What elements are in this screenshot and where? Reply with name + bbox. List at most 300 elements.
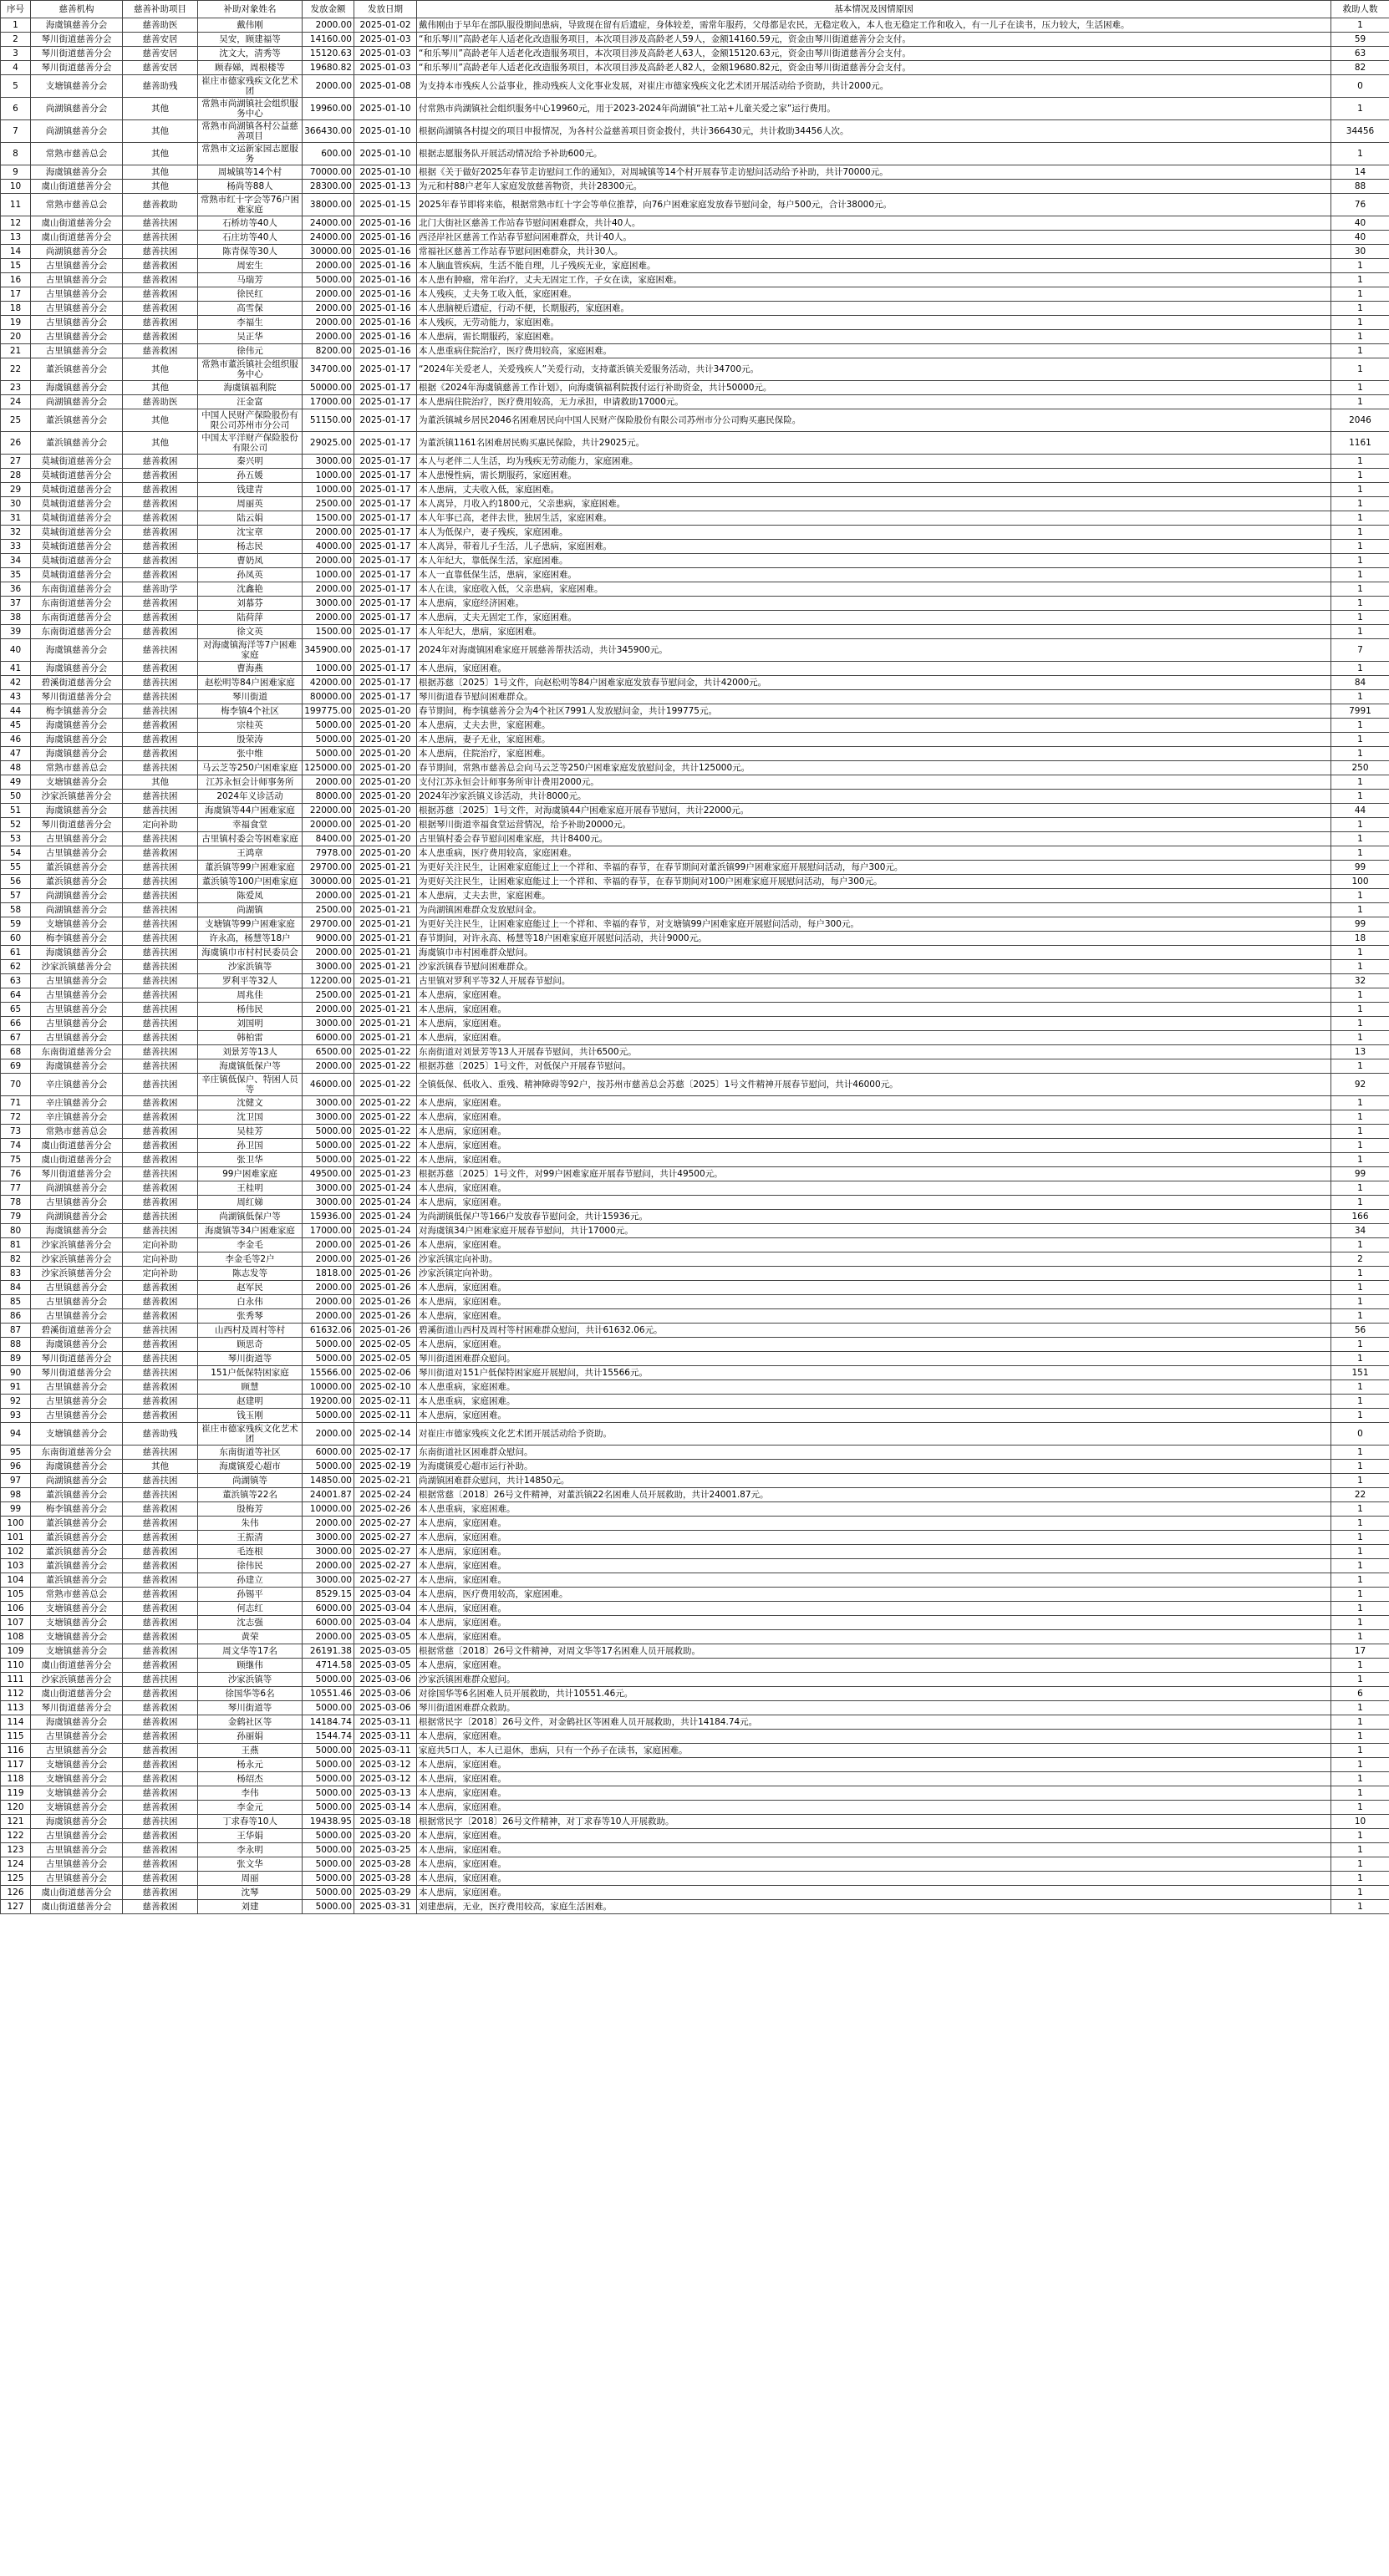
cell-recipient: 宗桂英 <box>198 719 303 733</box>
cell-index: 61 <box>1 946 31 960</box>
cell-index: 35 <box>1 568 31 582</box>
table-row <box>1 597 1389 611</box>
cell-amount: 5000.00 <box>303 1758 354 1772</box>
cell-amount: 26191.38 <box>303 1644 354 1659</box>
cell-amount: 15566.00 <box>303 1366 354 1380</box>
cell-amount: 2000.00 <box>303 75 354 98</box>
cell-date: 2025-03-13 <box>354 1786 417 1801</box>
cell-project: 其他 <box>123 775 198 790</box>
cell-org: 琴川街道慈善分会 <box>31 61 123 75</box>
cell-index: 47 <box>1 747 31 761</box>
cell-recipient: 王华娟 <box>198 1829 303 1843</box>
cell-count: 1 <box>1331 625 1389 639</box>
cell-amount: 5000.00 <box>303 1352 354 1366</box>
cell-amount: 9000.00 <box>303 932 354 946</box>
table-row <box>1 1446 1389 1460</box>
cell-reason: 根据《关于做好2025年春节走访慰问工作的通知》，对周城镇等14个村开展春节走访慰问活动给予补助，共计70000元。 <box>417 165 1331 180</box>
cell-date: 2025-01-22 <box>354 1059 417 1074</box>
cell-count: 1 <box>1331 497 1389 511</box>
cell-index: 22 <box>1 358 31 381</box>
cell-org: 支塘镇慈善分会 <box>31 1630 123 1644</box>
table-row <box>1 875 1389 889</box>
table-row <box>1 381 1389 395</box>
cell-amount: 2500.00 <box>303 497 354 511</box>
cell-amount: 30000.00 <box>303 875 354 889</box>
cell-count: 1 <box>1331 1352 1389 1366</box>
cell-index: 15 <box>1 259 31 273</box>
cell-count: 1 <box>1331 733 1389 747</box>
table-row <box>1 18 1389 33</box>
cell-reason: 为董浜镇1161名困难居民购买惠民保险，共计29025元。 <box>417 432 1331 455</box>
cell-amount: 5000.00 <box>303 1139 354 1153</box>
cell-amount: 1500.00 <box>303 625 354 639</box>
cell-reason: 西泾岸社区慈善工作站春节慰问困难群众，共计40人。 <box>417 231 1331 245</box>
cell-org: 沙家浜镇慈善分会 <box>31 1238 123 1252</box>
cell-date: 2025-01-21 <box>354 974 417 988</box>
cell-org: 海虞镇慈善分会 <box>31 733 123 747</box>
cell-recipient: 董浜镇等22名 <box>198 1488 303 1502</box>
cell-project: 慈善救困 <box>123 1715 198 1730</box>
table-row <box>1 1659 1389 1673</box>
cell-recipient: 顾思奇 <box>198 1338 303 1352</box>
cell-date: 2025-01-17 <box>354 597 417 611</box>
table-row <box>1 1701 1389 1715</box>
cell-reason: 常福社区慈善工作站春节慰问困难群众，共计30人。 <box>417 245 1331 259</box>
cell-count: 1 <box>1331 690 1389 704</box>
cell-index: 77 <box>1 1181 31 1196</box>
cell-project: 慈善扶困 <box>123 1488 198 1502</box>
cell-reason: 琴川街道困难群众慰问。 <box>417 1352 1331 1366</box>
cell-amount: 15120.63 <box>303 47 354 61</box>
cell-index: 65 <box>1 1003 31 1017</box>
cell-recipient: 吴桂芳 <box>198 1125 303 1139</box>
cell-recipient: 周丽 <box>198 1872 303 1886</box>
cell-count: 1 <box>1331 1531 1389 1545</box>
cell-org: 古里镇慈善分会 <box>31 1295 123 1309</box>
cell-project: 慈善救困 <box>123 1602 198 1616</box>
cell-org: 琴川街道慈善分会 <box>31 33 123 47</box>
cell-recipient: 海虞镇福利院 <box>198 381 303 395</box>
cell-org: 尚湖镇慈善分会 <box>31 1210 123 1224</box>
table-row <box>1 409 1389 432</box>
cell-recipient: 尚湖镇 <box>198 903 303 917</box>
cell-date: 2025-01-17 <box>354 582 417 597</box>
table-row <box>1 1545 1389 1559</box>
cell-reason: 本人与老伴二人生活，均为残疾无劳动能力，家庭困难。 <box>417 455 1331 469</box>
cell-reason: 本人患病，丈夫无固定工作，家庭困难。 <box>417 611 1331 625</box>
cell-amount: 3000.00 <box>303 1110 354 1125</box>
cell-amount: 42000.00 <box>303 676 354 690</box>
cell-date: 2025-01-17 <box>354 483 417 497</box>
cell-count: 1 <box>1331 719 1389 733</box>
cell-project: 慈善扶困 <box>123 1074 198 1096</box>
table-row <box>1 1559 1389 1573</box>
table-row <box>1 1630 1389 1644</box>
cell-amount: 1000.00 <box>303 483 354 497</box>
cell-amount: 29700.00 <box>303 917 354 932</box>
header-cell-project: 慈善补助项目 <box>123 1 198 18</box>
cell-date: 2025-01-17 <box>354 469 417 483</box>
cell-project: 慈善救困 <box>123 662 198 676</box>
cell-org: 海虞镇慈善分会 <box>31 381 123 395</box>
cell-org: 海虞镇慈善分会 <box>31 1224 123 1238</box>
cell-recipient: 石桥坊等40人 <box>198 216 303 231</box>
cell-date: 2025-03-31 <box>354 1900 417 1914</box>
cell-date: 2025-01-16 <box>354 330 417 344</box>
cell-amount: 5000.00 <box>303 1744 354 1758</box>
cell-org: 古里镇慈善分会 <box>31 1409 123 1423</box>
cell-org: 虞山街道慈善分会 <box>31 180 123 194</box>
cell-org: 古里镇慈善分会 <box>31 1017 123 1031</box>
cell-org: 莫城街道慈善分会 <box>31 469 123 483</box>
cell-date: 2025-03-28 <box>354 1857 417 1872</box>
table-row <box>1 1409 1389 1423</box>
cell-recipient: 董浜镇等99户困难家庭 <box>198 861 303 875</box>
cell-reason: 本人患病，家庭困难。 <box>417 1281 1331 1295</box>
cell-index: 2 <box>1 33 31 47</box>
cell-count: 1 <box>1331 1196 1389 1210</box>
cell-recipient: 陈志发等 <box>198 1267 303 1281</box>
cell-org: 支塘镇慈善分会 <box>31 1423 123 1446</box>
cell-project: 慈善扶困 <box>123 1003 198 1017</box>
cell-index: 117 <box>1 1758 31 1772</box>
cell-amount: 6000.00 <box>303 1616 354 1630</box>
cell-index: 82 <box>1 1252 31 1267</box>
cell-date: 2025-01-03 <box>354 61 417 75</box>
cell-org: 董浜镇慈善分会 <box>31 1559 123 1573</box>
cell-count: 1 <box>1331 1659 1389 1673</box>
cell-reason: 本人患病，家庭困难。 <box>417 1338 1331 1352</box>
cell-count: 1 <box>1331 511 1389 526</box>
cell-index: 121 <box>1 1815 31 1829</box>
cell-count: 7 <box>1331 639 1389 662</box>
cell-count: 1 <box>1331 568 1389 582</box>
cell-date: 2025-01-02 <box>354 18 417 33</box>
cell-amount: 15936.00 <box>303 1210 354 1224</box>
cell-reason: 根据琴川街道幸福食堂运营情况，给予补助20000元。 <box>417 818 1331 832</box>
cell-amount: 19438.95 <box>303 1815 354 1829</box>
cell-recipient: 周兆佳 <box>198 988 303 1003</box>
cell-amount: 4714.58 <box>303 1659 354 1673</box>
cell-count: 1 <box>1331 1701 1389 1715</box>
cell-index: 52 <box>1 818 31 832</box>
table-row <box>1 302 1389 316</box>
table-row <box>1 568 1389 582</box>
cell-count: 1 <box>1331 1110 1389 1125</box>
table-row <box>1 1772 1389 1786</box>
cell-date: 2025-01-03 <box>354 47 417 61</box>
cell-count: 0 <box>1331 1423 1389 1446</box>
cell-amount: 51150.00 <box>303 409 354 432</box>
cell-count: 92 <box>1331 1074 1389 1096</box>
cell-reason: 本人患病，家庭困难。 <box>417 1573 1331 1588</box>
table-row <box>1 540 1389 554</box>
cell-date: 2025-02-11 <box>354 1395 417 1409</box>
cell-project: 慈善救困 <box>123 1281 198 1295</box>
cell-index: 13 <box>1 231 31 245</box>
cell-date: 2025-01-10 <box>354 165 417 180</box>
table-row <box>1 1309 1389 1324</box>
table-row <box>1 719 1389 733</box>
cell-project: 慈善救困 <box>123 330 198 344</box>
cell-count: 1 <box>1331 98 1389 120</box>
cell-date: 2025-01-21 <box>354 960 417 974</box>
cell-project: 其他 <box>123 143 198 165</box>
table-row <box>1 903 1389 917</box>
cell-recipient: 秦兴明 <box>198 455 303 469</box>
table-row <box>1 483 1389 497</box>
table-row <box>1 1502 1389 1517</box>
cell-project: 慈善扶困 <box>123 861 198 875</box>
cell-count: 1 <box>1331 302 1389 316</box>
cell-date: 2025-03-25 <box>354 1843 417 1857</box>
cell-org: 古里镇慈善分会 <box>31 1003 123 1017</box>
cell-org: 莫城街道慈善分会 <box>31 511 123 526</box>
cell-reason: 海虞镇巾市村困难群众慰问。 <box>417 946 1331 960</box>
cell-recipient: 钱玉刚 <box>198 1409 303 1423</box>
cell-index: 89 <box>1 1352 31 1366</box>
cell-date: 2025-01-17 <box>354 568 417 582</box>
cell-index: 110 <box>1 1659 31 1673</box>
cell-recipient: 董浜镇等100户困难家庭 <box>198 875 303 889</box>
cell-count: 1 <box>1331 1744 1389 1758</box>
cell-date: 2025-01-21 <box>354 932 417 946</box>
cell-count: 1 <box>1331 1886 1389 1900</box>
cell-reason: 本人患病，家庭困难。 <box>417 1309 1331 1324</box>
cell-count: 1 <box>1331 259 1389 273</box>
table-row <box>1 1252 1389 1267</box>
cell-date: 2025-03-06 <box>354 1673 417 1687</box>
cell-amount: 5000.00 <box>303 733 354 747</box>
cell-index: 38 <box>1 611 31 625</box>
cell-count: 30 <box>1331 245 1389 259</box>
cell-index: 104 <box>1 1573 31 1588</box>
cell-amount: 19960.00 <box>303 98 354 120</box>
cell-index: 33 <box>1 540 31 554</box>
table-row <box>1 1488 1389 1502</box>
cell-amount: 2500.00 <box>303 988 354 1003</box>
header-cell-amount: 发放金额 <box>303 1 354 18</box>
cell-reason: 本人离异，月收入约1800元，父亲患病，家庭困难。 <box>417 497 1331 511</box>
cell-index: 36 <box>1 582 31 597</box>
cell-org: 沙家浜镇慈善分会 <box>31 1252 123 1267</box>
cell-org: 琴川街道慈善分会 <box>31 47 123 61</box>
cell-reason: 付常熟市尚湖镇社会组织服务中心19960元，用于2023-2024年尚湖镇“社工站+儿童关爱之家”运行费用。 <box>417 98 1331 120</box>
table-row <box>1 1096 1389 1110</box>
cell-date: 2025-01-16 <box>354 302 417 316</box>
cell-index: 60 <box>1 932 31 946</box>
cell-org: 尚湖镇慈善分会 <box>31 1181 123 1196</box>
cell-amount: 24000.00 <box>303 231 354 245</box>
cell-date: 2025-01-20 <box>354 747 417 761</box>
cell-date: 2025-01-22 <box>354 1125 417 1139</box>
table-row <box>1 395 1389 409</box>
cell-project: 慈善救困 <box>123 1701 198 1715</box>
cell-recipient: 杨永元 <box>198 1758 303 1772</box>
cell-reason: 2024年沙家浜镇义诊活动，共计8000元。 <box>417 790 1331 804</box>
cell-date: 2025-03-11 <box>354 1715 417 1730</box>
cell-date: 2025-01-21 <box>354 1031 417 1045</box>
table-row <box>1 1730 1389 1744</box>
cell-amount: 5000.00 <box>303 1886 354 1900</box>
cell-recipient: 东南街道等社区 <box>198 1446 303 1460</box>
cell-index: 59 <box>1 917 31 932</box>
cell-count: 1 <box>1331 1758 1389 1772</box>
cell-org: 古里镇慈善分会 <box>31 832 123 846</box>
cell-org: 海虞镇慈善分会 <box>31 1059 123 1074</box>
cell-index: 87 <box>1 1324 31 1338</box>
cell-org: 琴川街道慈善分会 <box>31 1352 123 1366</box>
cell-recipient: 钱建青 <box>198 483 303 497</box>
table-row <box>1 216 1389 231</box>
cell-project: 慈善扶困 <box>123 875 198 889</box>
cell-reason: 春节期间，常熟市慈善总会向马云芝等250户困难家庭发放慰问金，共计125000元。 <box>417 761 1331 775</box>
cell-project: 定向补助 <box>123 818 198 832</box>
cell-recipient: 中国人民财产保险股份有限公司苏州市分公司 <box>198 409 303 432</box>
cell-recipient: 李伟 <box>198 1786 303 1801</box>
cell-count: 1 <box>1331 662 1389 676</box>
cell-project: 慈善扶困 <box>123 889 198 903</box>
cell-index: 120 <box>1 1801 31 1815</box>
cell-amount: 2000.00 <box>303 554 354 568</box>
cell-amount: 5000.00 <box>303 1786 354 1801</box>
cell-project: 慈善救困 <box>123 568 198 582</box>
cell-org: 董浜镇慈善分会 <box>31 409 123 432</box>
cell-recipient: 陈青保等30人 <box>198 245 303 259</box>
cell-recipient: 殷梅芳 <box>198 1502 303 1517</box>
cell-reason: 家庭共5口人，本人已退休，患病，只有一个孙子在读书，家庭困难。 <box>417 1744 1331 1758</box>
cell-project: 慈善救困 <box>123 497 198 511</box>
cell-date: 2025-02-27 <box>354 1517 417 1531</box>
cell-project: 慈善救困 <box>123 483 198 497</box>
cell-reason: “和乐琴川”高龄老年人适老化改造服务项目，本次项目涉及高龄老人63人，金额15120.63元，资金由琴川街道慈善分会支付。 <box>417 47 1331 61</box>
cell-amount: 70000.00 <box>303 165 354 180</box>
cell-recipient: 刘慕芬 <box>198 597 303 611</box>
cell-org: 支塘镇慈善分会 <box>31 1644 123 1659</box>
cell-date: 2025-01-22 <box>354 1110 417 1125</box>
cell-count: 1 <box>1331 1801 1389 1815</box>
cell-project: 慈善扶困 <box>123 216 198 231</box>
cell-index: 40 <box>1 639 31 662</box>
cell-recipient: 沙家浜镇等 <box>198 1673 303 1687</box>
cell-recipient: 王振清 <box>198 1531 303 1545</box>
cell-index: 114 <box>1 1715 31 1730</box>
cell-reason: 本人年事已高，老伴去世，独居生活，家庭困难。 <box>417 511 1331 526</box>
table-row <box>1 1281 1389 1295</box>
table-row <box>1 120 1389 143</box>
cell-org: 古里镇慈善分会 <box>31 316 123 330</box>
cell-amount: 366430.00 <box>303 120 354 143</box>
cell-recipient: 崔庄市德家残疾文化艺术团 <box>198 75 303 98</box>
cell-amount: 1000.00 <box>303 469 354 483</box>
cell-org: 莫城街道慈善分会 <box>31 554 123 568</box>
table-row <box>1 1857 1389 1872</box>
cell-index: 19 <box>1 316 31 330</box>
cell-date: 2025-01-17 <box>354 540 417 554</box>
cell-date: 2025-03-06 <box>354 1701 417 1715</box>
cell-org: 古里镇慈善分会 <box>31 273 123 287</box>
cell-recipient: 李金毛等2户 <box>198 1252 303 1267</box>
cell-recipient: 杨伟民 <box>198 1003 303 1017</box>
cell-count: 1 <box>1331 960 1389 974</box>
cell-reason: 本人患病，家庭困难。 <box>417 1125 1331 1139</box>
cell-count: 1 <box>1331 790 1389 804</box>
cell-index: 32 <box>1 526 31 540</box>
cell-index: 113 <box>1 1701 31 1715</box>
cell-org: 海虞镇慈善分会 <box>31 639 123 662</box>
cell-recipient: 沈健文 <box>198 1096 303 1110</box>
cell-reason: 本人患慢性病，需长期服药，家庭困难。 <box>417 469 1331 483</box>
cell-org: 古里镇慈善分会 <box>31 1730 123 1744</box>
cell-count: 1 <box>1331 1125 1389 1139</box>
cell-date: 2025-01-21 <box>354 946 417 960</box>
cell-count: 1 <box>1331 1630 1389 1644</box>
cell-project: 慈善扶困 <box>123 1366 198 1380</box>
cell-org: 琴川街道慈善分会 <box>31 1366 123 1380</box>
cell-index: 84 <box>1 1281 31 1295</box>
cell-count: 99 <box>1331 861 1389 875</box>
cell-reason: 沙家浜镇定向补助。 <box>417 1267 1331 1281</box>
cell-recipient: 毛连根 <box>198 1545 303 1559</box>
cell-amount: 10551.46 <box>303 1687 354 1701</box>
cell-reason: 本人患病，家庭困难。 <box>417 988 1331 1003</box>
cell-reason: 对崔庄市德家残疾文化艺术团开展活动给予资助。 <box>417 1423 1331 1446</box>
cell-project: 慈善扶困 <box>123 988 198 1003</box>
cell-count: 1 <box>1331 1715 1389 1730</box>
cell-amount: 3000.00 <box>303 455 354 469</box>
table-row <box>1 1196 1389 1210</box>
cell-count: 10 <box>1331 1815 1389 1829</box>
cell-index: 97 <box>1 1474 31 1488</box>
cell-count: 1 <box>1331 287 1389 302</box>
table-row <box>1 75 1389 98</box>
cell-reason: 本人患重病，医疗费用较高，家庭困难。 <box>417 846 1331 861</box>
cell-index: 69 <box>1 1059 31 1074</box>
cell-index: 73 <box>1 1125 31 1139</box>
cell-index: 39 <box>1 625 31 639</box>
cell-recipient: 赵松明等84户困难家庭 <box>198 676 303 690</box>
cell-project: 慈善救困 <box>123 1125 198 1139</box>
cell-amount: 2000.00 <box>303 1059 354 1074</box>
cell-count: 1 <box>1331 358 1389 381</box>
cell-count: 40 <box>1331 216 1389 231</box>
cell-reason: 本人患病，家庭困难。 <box>417 1630 1331 1644</box>
cell-reason: 根据《2024年海虞镇慈善工作计划》，向海虞镇福利院拨付运行补助资金，共计50000元。 <box>417 381 1331 395</box>
cell-amount: 2000.00 <box>303 1252 354 1267</box>
table-row <box>1 639 1389 662</box>
cell-project: 慈善扶困 <box>123 804 198 818</box>
cell-date: 2025-01-21 <box>354 903 417 917</box>
cell-project: 慈善救困 <box>123 511 198 526</box>
cell-reason: “和乐琴川”高龄老年人适老化改造服务项目，本次项目涉及高龄老人59人，金额14160.59元，资金由琴川街道慈善分会支付。 <box>417 33 1331 47</box>
cell-recipient: 戴伟刚 <box>198 18 303 33</box>
cell-project: 其他 <box>123 432 198 455</box>
cell-reason: 本人患病，家庭困难。 <box>417 1829 1331 1843</box>
cell-date: 2025-01-21 <box>354 1003 417 1017</box>
cell-index: 20 <box>1 330 31 344</box>
cell-project: 慈善救困 <box>123 611 198 625</box>
cell-amount: 5000.00 <box>303 1409 354 1423</box>
cell-project: 慈善救困 <box>123 540 198 554</box>
cell-org: 海虞镇慈善分会 <box>31 747 123 761</box>
header-row <box>1 1 1389 18</box>
cell-reason: 根据苏慈〔2025〕1号文件，对海虞镇44户困难家庭开展春节慰问，共计22000元。 <box>417 804 1331 818</box>
cell-project: 慈善安居 <box>123 61 198 75</box>
cell-index: 27 <box>1 455 31 469</box>
cell-recipient: 马云芝等250户困难家庭 <box>198 761 303 775</box>
cell-count: 1 <box>1331 946 1389 960</box>
cell-date: 2025-01-17 <box>354 381 417 395</box>
